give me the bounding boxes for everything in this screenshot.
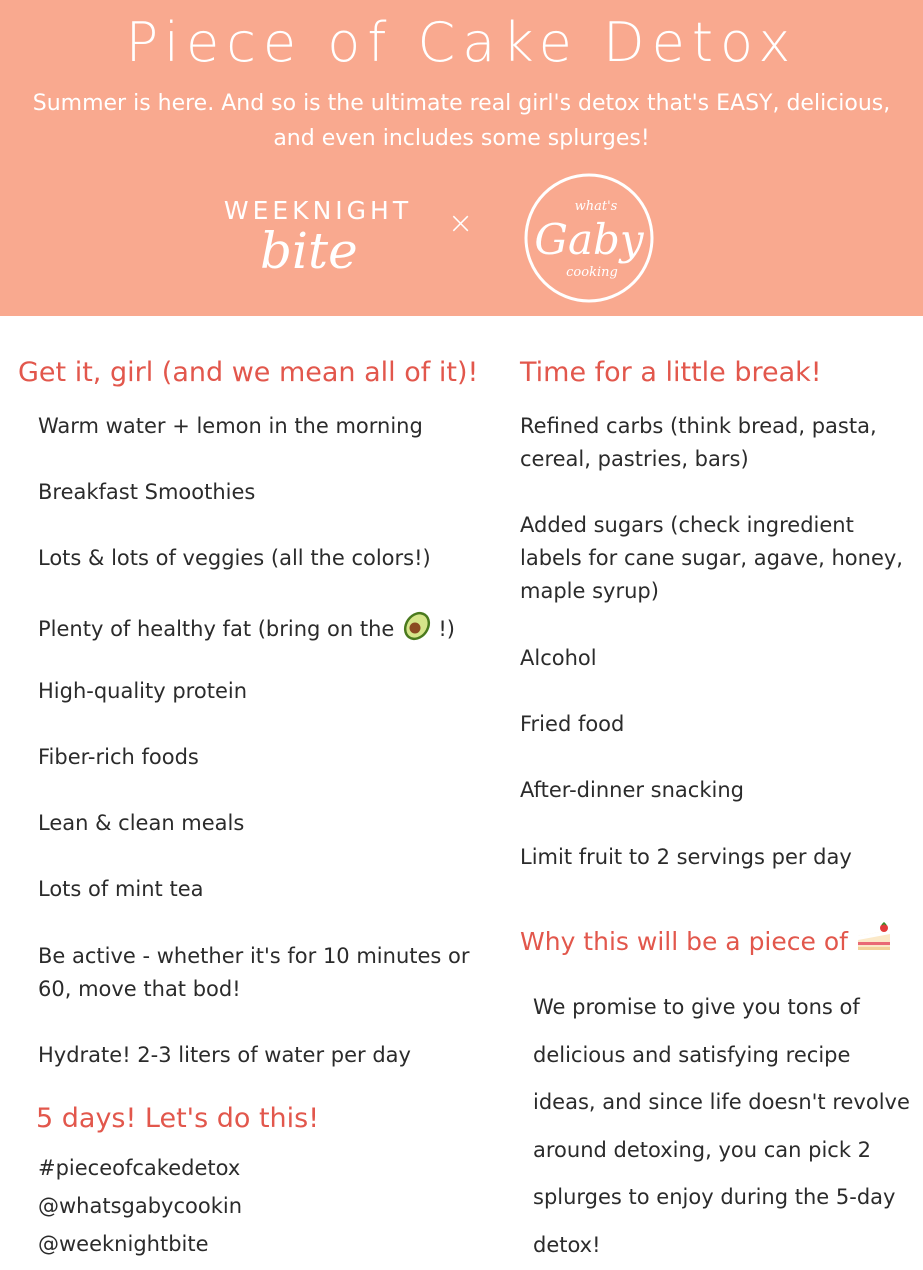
gaby-logo-main: Gaby xyxy=(534,215,644,264)
left-item: Fiber-rich foods xyxy=(38,745,199,769)
left-item-text: Plenty of healthy fat (bring on the xyxy=(38,617,395,641)
gaby-logo-bottom: cooking xyxy=(566,265,618,280)
page-subtitle: Summer is here. And so is the ultimate real girl's detox that's EASY, delicious, and even includes some splurges! xyxy=(32,91,891,151)
gaby-logo-top: what's xyxy=(574,199,618,214)
right-item: Refined carbs (think bread, pasta, cereal, pastries, bars) xyxy=(520,414,877,471)
right-item: Added sugars (check ingredient labels for cane sugar, agave, honey, maple syrup) xyxy=(520,513,903,603)
cake-slice-icon xyxy=(854,922,894,956)
logo-separator: × xyxy=(448,206,474,241)
left-item: Be active - whether it's for 10 minutes or 60, move that bod! xyxy=(38,944,470,1001)
left-item: Lean & clean meals xyxy=(38,811,245,835)
left-item: High-quality protein xyxy=(38,679,248,703)
hashtag: #pieceofcakedetox xyxy=(38,1156,241,1180)
left-item: Warm water + lemon in the morning xyxy=(38,414,423,438)
whats-gaby-cooking-logo xyxy=(520,170,658,306)
right-column-heading: Time for a little break! xyxy=(520,357,822,388)
social-handle: @weeknightbite xyxy=(38,1232,209,1256)
left-item-text-suffix: !) xyxy=(438,617,455,641)
why-paragraph: We promise to give you tons of delicious and satisfying recipe ideas, and since life doesn't revolve around detoxing, you can pick 2 splurges to enjoy during the 5-day detox! xyxy=(533,995,910,1257)
social-handle: @whatsgabycookin xyxy=(38,1194,243,1218)
weeknight-logo-text: WEEKNIGHT xyxy=(223,196,413,225)
left-item-with-emoji xyxy=(38,608,455,646)
why-heading xyxy=(520,922,898,959)
right-item: After-dinner snacking xyxy=(520,778,744,802)
page-title: Piece of Cake Detox xyxy=(125,11,798,74)
right-item: Fried food xyxy=(520,712,625,736)
left-column-heading: Get it, girl (and we mean all of it)! xyxy=(18,357,479,388)
weeknight-bite-logo xyxy=(208,196,428,296)
left-item: Breakfast Smoothies xyxy=(38,480,256,504)
avocado-icon xyxy=(400,608,434,642)
left-item: Lots & lots of veggies (all the colors!) xyxy=(38,546,431,570)
left-item: Hydrate! 2-3 liters of water per day xyxy=(38,1043,411,1067)
header-banner xyxy=(0,0,923,316)
bite-logo-text: bite xyxy=(260,222,358,280)
days-heading: 5 days! Let's do this! xyxy=(36,1103,320,1134)
why-heading-text: Why this will be a piece of xyxy=(520,927,848,956)
right-item: Alcohol xyxy=(520,646,597,670)
right-item: Limit fruit to 2 servings per day xyxy=(520,845,852,869)
left-item: Lots of mint tea xyxy=(38,877,204,901)
